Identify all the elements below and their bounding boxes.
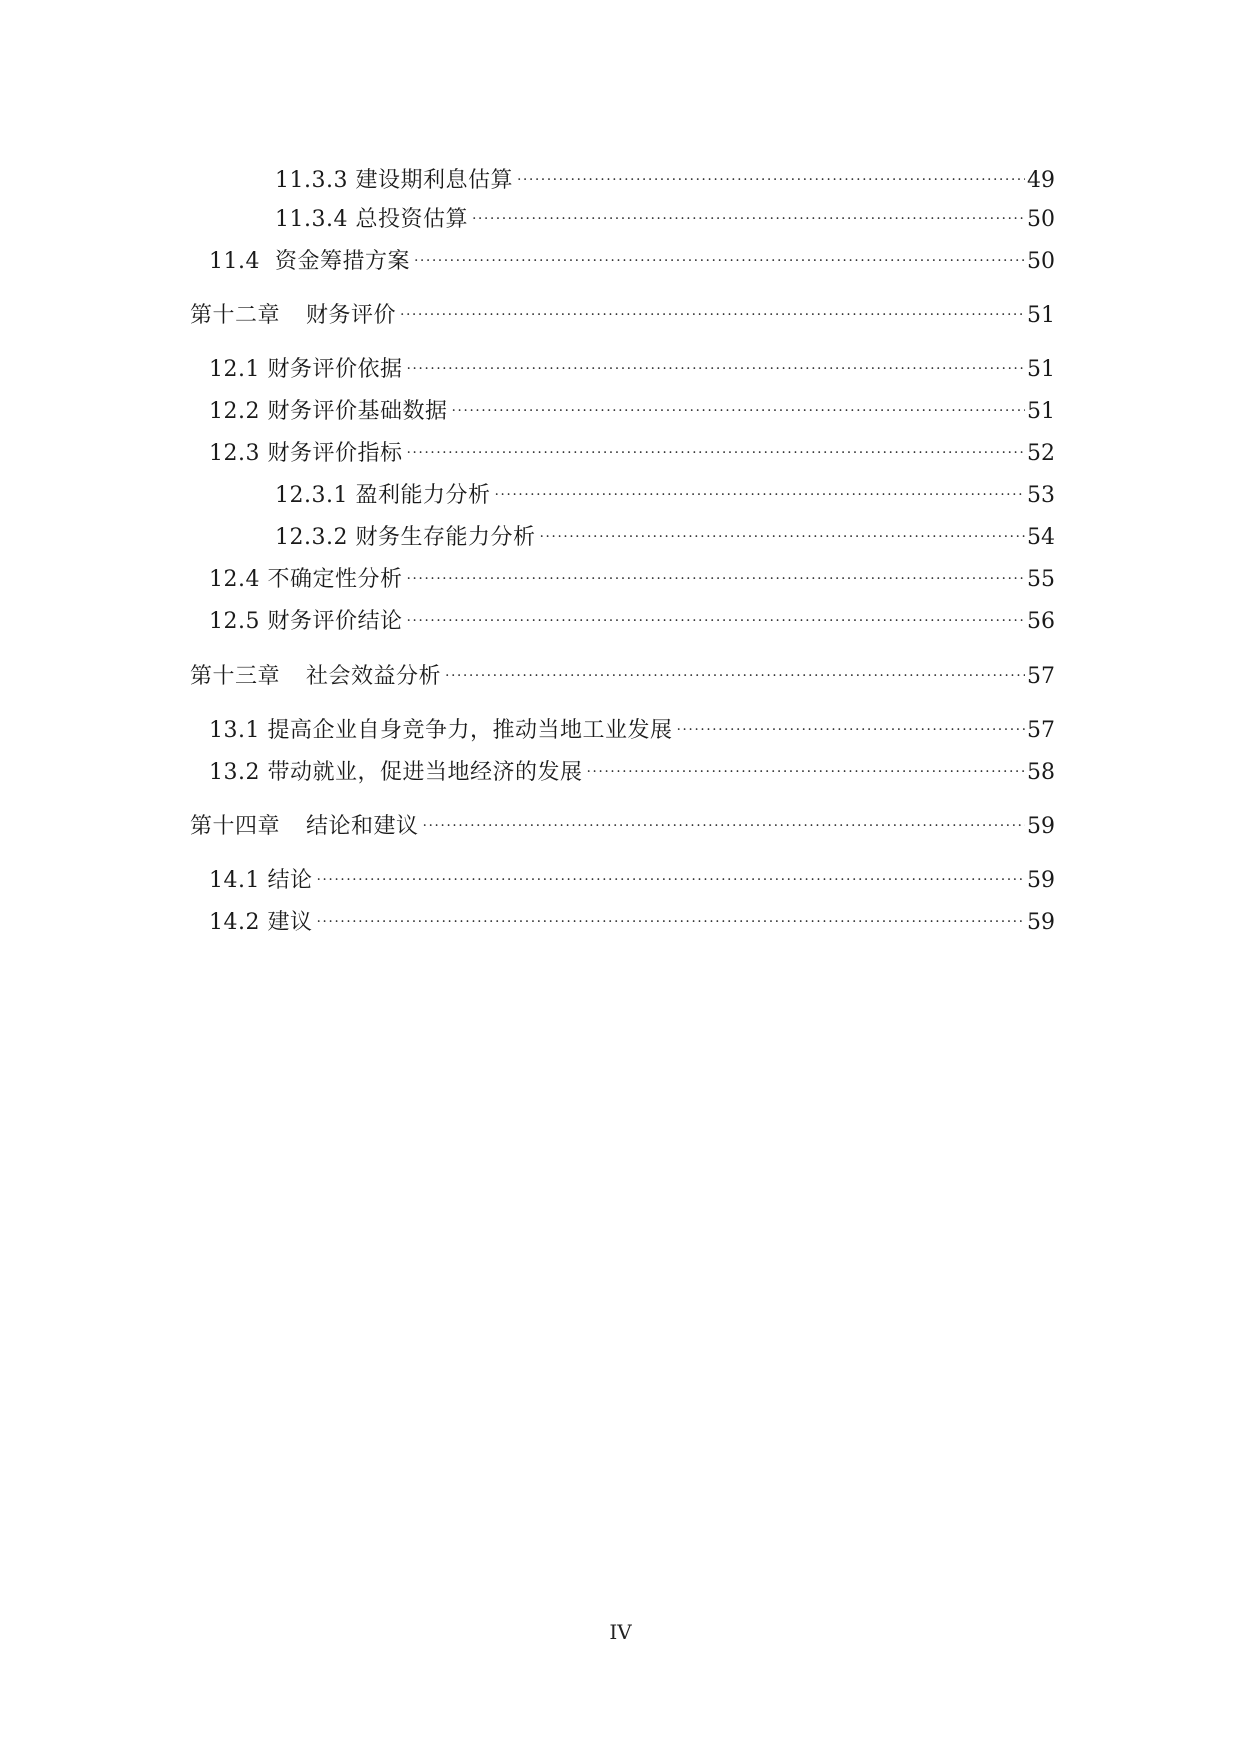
dot-leader xyxy=(472,196,1025,226)
toc-entry-title: 11.3.3 建设期利息估算 xyxy=(275,168,513,193)
toc-entry-title: 12.5 财务评价结论 xyxy=(209,609,403,634)
toc-entry-12-2[interactable] xyxy=(209,388,1055,424)
toc-entry-page: 51 xyxy=(1027,303,1055,328)
toc-entry-chapter-13[interactable] xyxy=(190,653,1055,689)
toc-entry-page: 50 xyxy=(1027,207,1055,232)
toc-entry-title: 11.3.4 总投资估算 xyxy=(275,207,468,232)
dot-leader xyxy=(414,238,1025,268)
dot-leader xyxy=(539,514,1025,544)
toc-entry-page: 50 xyxy=(1027,249,1055,274)
toc-entry-11-4[interactable] xyxy=(209,238,1055,274)
toc-entry-page: 52 xyxy=(1027,441,1055,466)
dot-leader xyxy=(316,857,1025,887)
dot-leader xyxy=(423,803,1025,833)
toc-entry-title: 12.1 财务评价依据 xyxy=(209,357,403,382)
toc-entry-page: 58 xyxy=(1027,760,1055,785)
toc-chapter-title: 财务评价 xyxy=(306,303,397,328)
toc-entry-title: 12.3.2 财务生存能力分析 xyxy=(275,525,536,550)
toc-entry-12-3[interactable] xyxy=(209,430,1055,466)
toc-chapter-title: 社会效益分析 xyxy=(306,664,442,689)
toc-entry-14-2[interactable] xyxy=(209,899,1055,935)
toc-entry-page: 56 xyxy=(1027,609,1055,634)
toc-chapter-number: 第十三章 xyxy=(190,664,281,689)
dot-leader xyxy=(494,472,1025,502)
toc-entry-page: 59 xyxy=(1027,868,1055,893)
toc-entry-chapter-12[interactable] xyxy=(190,292,1055,328)
toc-entry-title: 12.4 不确定性分析 xyxy=(209,567,403,592)
toc-entry-12-1[interactable] xyxy=(209,346,1055,382)
toc-entry-11-3-3[interactable] xyxy=(275,157,1055,193)
toc-entry-13-2[interactable] xyxy=(209,749,1055,785)
dot-leader xyxy=(445,653,1025,683)
dot-leader xyxy=(586,749,1025,779)
toc-entry-page: 55 xyxy=(1027,567,1055,592)
dot-leader xyxy=(676,707,1025,737)
dot-leader xyxy=(316,899,1025,929)
toc-entry-page: 57 xyxy=(1027,664,1055,689)
toc-entry-11-3-4[interactable] xyxy=(275,196,1055,232)
toc-entry-12-4[interactable] xyxy=(209,556,1055,592)
dot-leader xyxy=(517,157,1025,187)
toc-entry-page: 54 xyxy=(1027,525,1055,550)
toc-entry-12-3-2[interactable] xyxy=(275,514,1055,550)
toc-chapter-number: 第十四章 xyxy=(190,814,281,839)
toc-entry-title: 11.4 资金筹措方案 xyxy=(209,249,410,274)
toc-entry-page: 51 xyxy=(1027,357,1055,382)
toc-entry-title: 14.1 结论 xyxy=(209,868,313,893)
toc-entry-12-3-1[interactable] xyxy=(275,472,1055,508)
toc-entry-14-1[interactable] xyxy=(209,857,1055,893)
dot-leader xyxy=(400,292,1025,322)
toc-entry-12-5[interactable] xyxy=(209,598,1055,634)
toc-chapter-title: 结论和建议 xyxy=(306,814,419,839)
toc-entry-13-1[interactable] xyxy=(209,707,1055,743)
dot-leader xyxy=(451,388,1025,418)
dot-leader xyxy=(406,430,1025,460)
toc-entry-page: 57 xyxy=(1027,718,1055,743)
page-number: IV xyxy=(609,1620,632,1644)
toc-entry-title: 13.2 带动就业，促进当地经济的发展 xyxy=(209,760,583,785)
toc-entry-title: 13.1 提高企业自身竞争力，推动当地工业发展 xyxy=(209,718,673,743)
toc-entry-page: 59 xyxy=(1027,814,1055,839)
toc-entry-title: 12.2 财务评价基础数据 xyxy=(209,399,448,424)
dot-leader xyxy=(406,346,1025,376)
toc-entry-chapter-14[interactable] xyxy=(190,803,1055,839)
toc-entry-title: 12.3 财务评价指标 xyxy=(209,441,403,466)
toc-entry-page: 51 xyxy=(1027,399,1055,424)
toc-entry-page: 53 xyxy=(1027,483,1055,508)
dot-leader xyxy=(406,556,1025,586)
toc-entry-page: 49 xyxy=(1027,168,1055,193)
toc-chapter-number: 第十二章 xyxy=(190,303,281,328)
toc-entry-page: 59 xyxy=(1027,910,1055,935)
toc-entry-title: 14.2 建议 xyxy=(209,910,313,935)
toc-entry-title: 12.3.1 盈利能力分析 xyxy=(275,483,491,508)
dot-leader xyxy=(406,598,1025,628)
